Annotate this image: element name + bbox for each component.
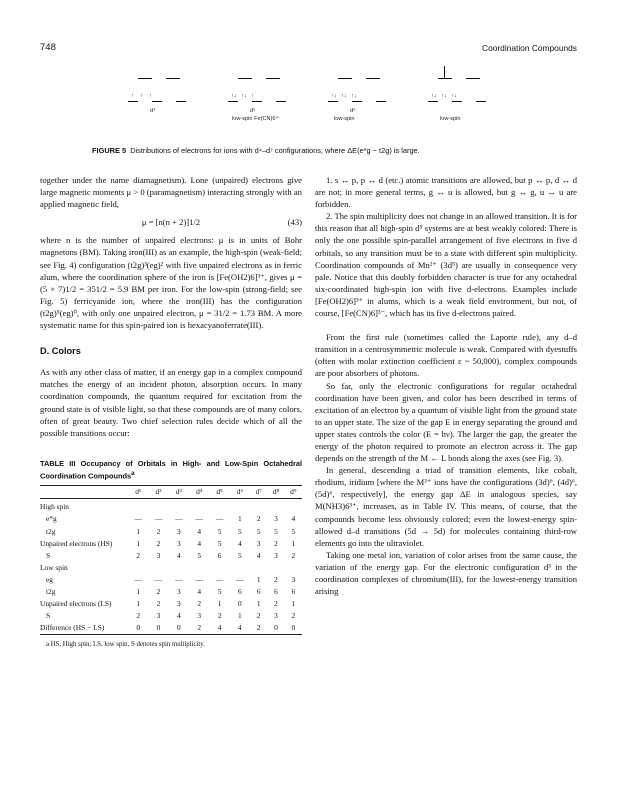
table-cell: 1 (136, 526, 141, 536)
paragraph: As with any other class of matter, if an energy gap in a complex compound matches the energy of an incident photon, absorption occurs. In many coordination compounds, the quantum required for excitation from the ground state is of visible light, so that these compounds are of many colors, often of great beauty. Two chief selection rules decide which of all the possible transitions occur: (40, 367, 302, 438)
table-cell: — (236, 574, 244, 584)
table-cell: 3 (156, 550, 161, 560)
table-cell: 4 (238, 623, 242, 633)
running-title: Coordination Compounds (482, 43, 577, 53)
column-header: d⁹ (290, 487, 297, 497)
table-cell: 2 (274, 574, 278, 584)
table-cell: 3 (256, 538, 261, 548)
figure-caption (92, 146, 592, 155)
table-cell: 3 (177, 538, 181, 548)
table-cell: 1 (256, 599, 261, 609)
spin-arrows: ↑ ↑ ↑ (131, 93, 152, 99)
spin-arrows: ↑↓ ↑↓ ↑↓ (431, 93, 458, 99)
table-cell: — (154, 574, 163, 584)
table-cell: 4 (197, 587, 202, 596)
paragraph: Taking one metal ion, variation of color arises from the same cause, the variation of the energy gap. For the electronic configuration d³ in the coordination complexes of chromium(III), for the lowest-energy transition arising (315, 549, 577, 597)
table-row (40, 610, 302, 622)
diagram-label: d⁶ (350, 108, 356, 114)
table-cell: 2 (197, 623, 202, 633)
table-cell: 2 (274, 599, 278, 609)
table-row (40, 513, 302, 525)
row-label: S (46, 550, 51, 560)
table-cell: 6 (217, 550, 222, 560)
column-header: d⁵ (216, 487, 223, 497)
table-cell: 6 (291, 587, 296, 596)
table-cell: 1 (291, 538, 296, 548)
group-label: High spin (40, 502, 69, 512)
column-header: d¹ (135, 487, 142, 497)
table-cell: 2 (136, 550, 141, 560)
table-title: TABLE III Occupancy of Orbitals in High- and Low-Spin Octahedral Coordination Compounds$^a$ (40, 458, 302, 481)
table-cell: 3 (156, 611, 161, 621)
table-group-row (40, 501, 302, 513)
row-label: t2g (46, 587, 56, 596)
table-cell: — (134, 574, 142, 584)
table-cell: 2 (156, 599, 161, 609)
table-cell: 3 (177, 599, 181, 609)
equation-43 (40, 216, 302, 228)
table-cell: 4 (177, 611, 181, 621)
column-header: d⁶ (236, 487, 244, 497)
table-row (40, 526, 302, 538)
table-cell: 3 (177, 526, 181, 536)
paragraph: In general, descending a triad of transition elements, like cobalt, rhodium, iridium [where the M³⁺ ions have the configurations (3d)⁶, (4d)⁶, (5d)⁶, respectively], the energy gap ΔE in analogous species, say M(NH3)6³⁺, increases, as in Table IV. This means, of course, that the compounds become less obviously colored; even the lowest-energy spin-allowed d–d transitions (5d → 5d) for molecules containing third-row elements go into the ultraviolet. (315, 465, 577, 548)
table-cell: 5 (217, 526, 222, 536)
table-cell: 3 (274, 611, 278, 621)
table-cell: 3 (274, 550, 278, 560)
table-title-mark: a (131, 469, 135, 477)
table-cell: 4 (217, 623, 222, 633)
table-cell: 2 (291, 550, 296, 560)
equation-text: μ = [n(n + 2)]1/2 (141, 217, 201, 228)
group-label: Low spin (40, 562, 68, 572)
diagram-label: low-spin (334, 116, 355, 122)
section-title: D. Colors (40, 346, 81, 357)
right-column (315, 174, 577, 597)
table-cell: 2 (256, 611, 261, 621)
table-cell: 0 (238, 599, 242, 609)
table-cell: 1 (256, 574, 261, 584)
table-cell: 4 (291, 514, 296, 524)
row-label: S (46, 611, 51, 621)
table-cell: 5 (197, 550, 202, 560)
table-cell: 3 (177, 587, 181, 596)
paragraph: together under the name diamagnetism). Lone (unpaired) electrons give large magnetic moments μ > 0 (paramagnetism) interacting strongly with an applied magnetic field, (40, 175, 302, 210)
table-footnote: a HS, High spin; LS, low spin, S denotes spin multiplicity. (46, 641, 205, 649)
table-cell: 6 (256, 587, 261, 596)
table-row (40, 550, 302, 562)
equation-number: (43) (287, 217, 302, 228)
table-cell: 2 (197, 599, 202, 609)
column-header: d² (155, 487, 162, 497)
table-cell: 6 (274, 587, 278, 596)
table-cell: 1 (136, 587, 141, 596)
table-cell: 1 (136, 599, 141, 609)
row-label: e*g (46, 514, 57, 524)
row-label: Unpaired electrons (HS) (40, 538, 113, 548)
figure-caption-text: Distributions of electrons for ions with d⁴–d⁷ configurations, where ΔE(e*g − t2g) is large. (130, 146, 420, 155)
table-row (40, 598, 302, 610)
occupancy-table (40, 486, 302, 634)
table-cell: 4 (197, 538, 202, 548)
paragraph: where n is the number of unpaired electrons: μ is in units of Bohr magnetons (BM). Taking iron(III) as an example, the high-spin (weak-field; see Fig. 4) configuration (t2g)³(eg)² with five unpaired electrons as in ferric alum, where the coordination sphere of the iron is [Fe(OH2)6]³⁺, gives μ = (5 × 7)1/2 = 351/2 = 5.9 BM per iron. For the low-spin (strong-field; see Fig. 5) ferricyanide ion, where the iron(III) has the configuration (t2g)⁵(eg)⁰, with only one unpaired electron, μ = 31/2 = 1.73 BM. A more systematic name for this spin-paired ion is hexacyanoferrate(III). (40, 235, 302, 331)
figure-5-diagram (0, 64, 617, 134)
table-cell: 1 (217, 599, 222, 609)
diagram-label: low-spin Fe(CN)6⁴⁻ (232, 116, 281, 122)
table-cell: 4 (238, 538, 242, 548)
table-cell: — (215, 514, 224, 524)
table-iii (40, 459, 302, 652)
table-cell: 0 (156, 623, 161, 633)
table-cell: 5 (217, 587, 222, 596)
table-cell: — (195, 514, 203, 524)
table-header-row (40, 486, 302, 499)
row-label: eg (46, 574, 53, 584)
table-cell: — (175, 514, 183, 524)
table-cell: 4 (197, 526, 202, 536)
table-cell: 2 (156, 526, 161, 536)
diagram-label: d⁵ (250, 108, 256, 114)
table-cell: 2 (291, 611, 296, 621)
row-label: Difference (HS − LS) (40, 623, 105, 633)
table-cell: 6 (238, 587, 242, 596)
table-cell: 3 (197, 611, 202, 621)
table-cell: — (134, 514, 142, 524)
table-cell: 5 (256, 526, 261, 536)
table-cell: 0 (291, 623, 296, 633)
table-cell: 5 (238, 526, 242, 536)
table-cell: — (215, 574, 224, 584)
table-cell: 4 (256, 550, 261, 560)
table-cell: 2 (256, 514, 261, 524)
row-label: t2g (46, 526, 56, 536)
paragraph: 2. The spin multiplicity does not change in an allowed transition. It is for this reason that all high-spin d⁵ systems are at best weakly colored: There is only the one possible spin-parallel arrangement of five electrons in five d orbitals, so any transition must be to a state with different spin multiplicity. Coordination compounds of Mn²⁺ (3d⁵) are usually in consequence very pale. Notice that this doubly forbidden character is true for any octahedral six-coordinated high-spin ion with five d-electrons. Examples include [Fe(OH2)6]³⁺ in alums, which is a weak field environment, but not, of course, [Fe(CN)6]³⁻, which has its five d-electrons paired. (315, 211, 577, 319)
column-header: d³ (175, 487, 182, 497)
table-cell: — (175, 574, 183, 584)
table-cell: 5 (238, 550, 242, 560)
table-group-row (40, 562, 302, 574)
table-cell: 1 (136, 538, 141, 548)
table-cell: — (154, 514, 163, 524)
table-cell: 0 (136, 623, 141, 633)
diagram-label: low-spin (440, 116, 461, 122)
table-cell: 2 (156, 587, 161, 596)
row-label: Unpaired electrons (LS) (40, 599, 112, 609)
table-cell: 0 (177, 623, 181, 633)
spin-arrows: ↑↓ ↑↓ ↑ (231, 93, 255, 99)
table-row (40, 574, 302, 586)
table-cell: 1 (291, 599, 296, 609)
table-cell: 2 (217, 611, 222, 621)
left-column (40, 174, 302, 651)
table-cell: 1 (238, 611, 242, 621)
column-header: d⁴ (196, 487, 203, 497)
table-cell: 3 (291, 574, 296, 584)
column-header: d⁷ (255, 487, 262, 497)
table-cell: 2 (156, 538, 161, 548)
table-cell: 4 (177, 550, 181, 560)
page-number: 748 (40, 42, 56, 53)
column-header: d⁸ (272, 487, 280, 497)
paragraph: So far, only the electronic configurations for regular octahedral coordination have been given, and color has been described in terms of excitation of an electron by a quantum of visible light from the ground state to an upper state. The size of the gap E in energy separating the ground and upper states controls the color (E = hν). The larger the gap, the greater the energy of the photon required to promote an electron across it. The gap depends on the strength of the M ← L bonds along the axes (see Fig. 3). (315, 380, 577, 464)
table-cell: — (195, 574, 203, 584)
figure-label: FIGURE 5 (92, 146, 127, 155)
spin-arrows: ↑↓ ↑↓ ↑↓ (331, 93, 358, 99)
table-row (40, 622, 302, 634)
table-cell: 5 (291, 526, 296, 536)
table-cell: 5 (217, 538, 222, 548)
table-cell: 3 (274, 514, 278, 524)
table-cell: 5 (274, 526, 278, 536)
paragraph: 1. s ↔ p, p ↔ d (etc.) atomic transitions are allowed, but p ↔ p, d ↔ d are not; in more general terms, g ↔ u is allowed, but g ↔ g, u ↔ u are forbidden. (315, 175, 577, 210)
table-row (40, 538, 302, 550)
table-cell: 2 (274, 538, 278, 548)
table-cell: 1 (238, 514, 242, 524)
table-cell: 2 (136, 611, 141, 621)
table-cell: 0 (274, 623, 278, 633)
diagram-label: d⁴ (150, 108, 156, 114)
table-cell: 2 (256, 623, 261, 633)
paragraph: From the first rule (sometimes called the Laporte rule), any d–d transition in a centrosymmetric molecule is weak. Compared with dyestuffs (often with molar extinction coefficient ε ~ 50,000), complex compounds are poor absorbers of photons. (315, 332, 577, 379)
table-row (40, 586, 302, 598)
